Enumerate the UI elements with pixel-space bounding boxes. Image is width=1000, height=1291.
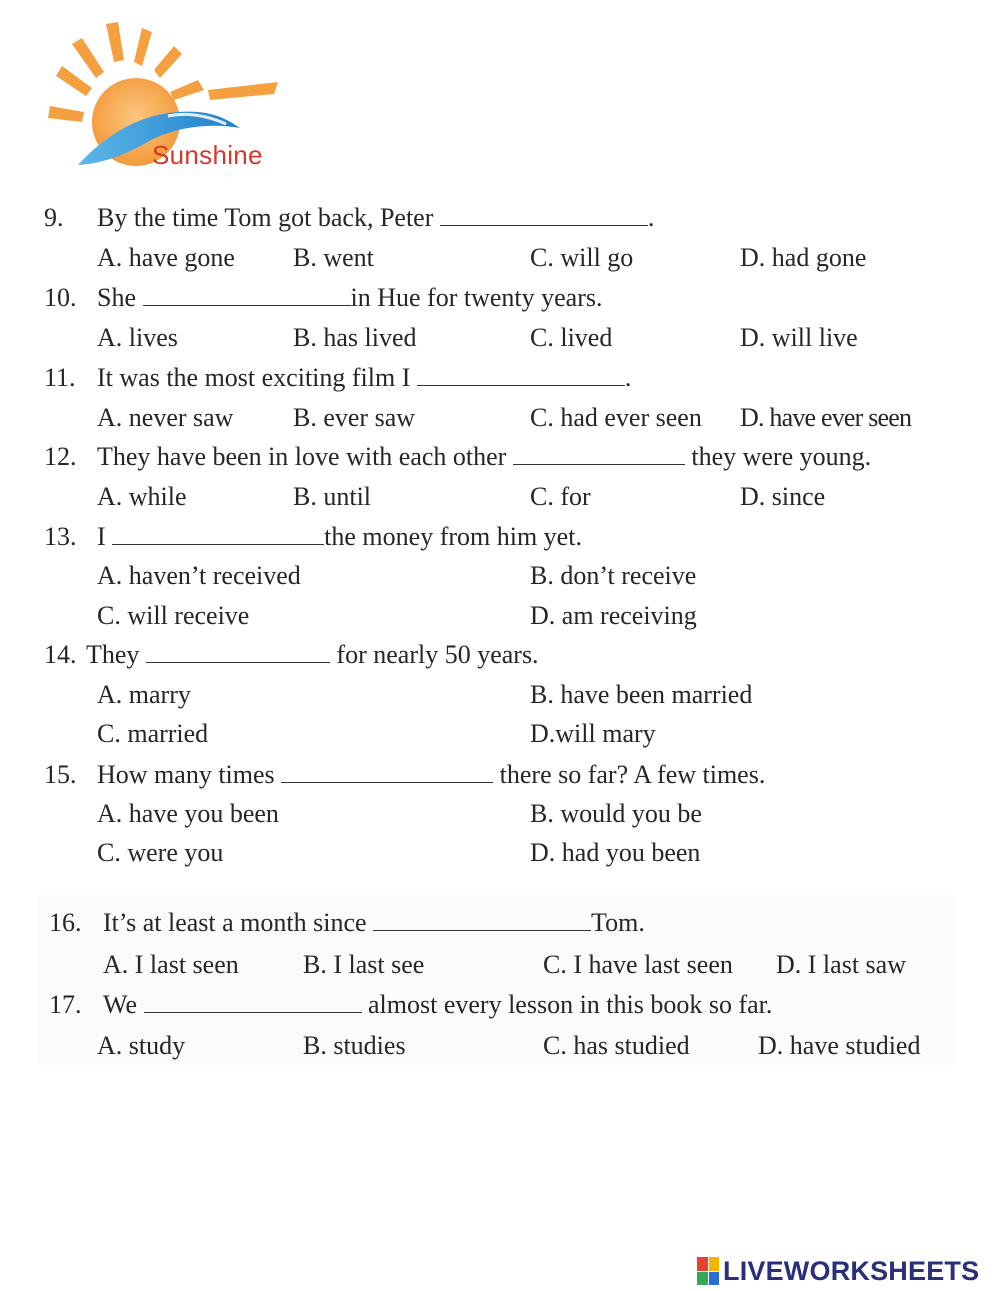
answer-blank[interactable]: [513, 444, 685, 465]
option-a[interactable]: A. marry: [97, 680, 191, 709]
question-number: 12.: [44, 442, 77, 471]
question-stem: How many times there so far? A few times.: [97, 760, 766, 789]
option-c[interactable]: C. lived: [530, 323, 613, 352]
question-number: 10.: [44, 283, 77, 312]
option-b[interactable]: B. have been married: [530, 680, 753, 709]
logo-text: Sunshine: [152, 140, 263, 170]
option-c[interactable]: C. for: [530, 482, 591, 511]
answer-blank[interactable]: [417, 365, 625, 386]
question-stem: I the money from him yet.: [97, 522, 582, 551]
option-d[interactable]: D. had gone: [740, 243, 867, 272]
question-number: 9.: [44, 203, 64, 232]
option-c[interactable]: C. I have last seen: [543, 950, 733, 979]
question-stem: They for nearly 50 years.: [86, 640, 539, 669]
question-stem: They have been in love with each other they were young.: [97, 442, 872, 471]
question-number: 15.: [44, 760, 77, 789]
liveworksheets-icon: [697, 1257, 719, 1285]
option-b[interactable]: B. studies: [303, 1031, 406, 1060]
question-number: 13.: [44, 522, 77, 551]
question-stem: We almost every lesson in this book so far.: [103, 990, 773, 1019]
answer-blank[interactable]: [373, 910, 591, 931]
option-b[interactable]: B. don’t receive: [530, 561, 697, 590]
option-c[interactable]: C. will go: [530, 243, 634, 272]
option-d[interactable]: D. had you been: [530, 838, 701, 867]
option-a[interactable]: A. I last seen: [103, 950, 239, 979]
question-stem: It’s at least a month since Tom.: [103, 908, 645, 937]
option-a[interactable]: A. study: [97, 1031, 186, 1060]
option-a[interactable]: A. have gone: [97, 243, 235, 272]
option-a[interactable]: A. never saw: [97, 403, 234, 432]
liveworksheets-brand: [697, 1254, 979, 1288]
option-d[interactable]: D. will live: [740, 323, 858, 352]
option-d[interactable]: D. have studied: [758, 1031, 921, 1060]
option-a[interactable]: A. while: [97, 482, 187, 511]
option-d[interactable]: D. am receiving: [530, 601, 697, 630]
option-a[interactable]: A. lives: [97, 323, 178, 352]
question-number: 11.: [44, 363, 76, 392]
question-number: 16.: [49, 908, 82, 937]
option-d[interactable]: D.will mary: [530, 719, 656, 748]
answer-blank[interactable]: [146, 642, 330, 663]
liveworksheets-text: LIVEWORKSHEETS: [723, 1255, 980, 1286]
answer-blank[interactable]: [144, 992, 362, 1013]
question-stem: By the time Tom got back, Peter .: [97, 203, 655, 232]
answer-blank[interactable]: [143, 285, 351, 306]
option-d[interactable]: D. since: [740, 482, 826, 511]
option-c[interactable]: C. had ever seen: [530, 403, 702, 432]
option-c[interactable]: C. were you: [97, 838, 224, 867]
option-c[interactable]: C. married: [97, 719, 209, 748]
option-b[interactable]: B. has lived: [293, 323, 417, 352]
option-c[interactable]: C. has studied: [543, 1031, 690, 1060]
answer-blank[interactable]: [112, 524, 324, 545]
option-b[interactable]: B. I last see: [303, 950, 425, 979]
option-c[interactable]: C. will receive: [97, 601, 250, 630]
option-b[interactable]: B. went: [293, 243, 374, 272]
answer-blank[interactable]: [440, 205, 648, 226]
option-a[interactable]: A. haven’t received: [97, 561, 301, 590]
question-number: 14.: [44, 640, 77, 669]
question-number: 17.: [49, 990, 82, 1019]
option-d[interactable]: D. I last saw: [776, 950, 906, 979]
question-stem: It was the most exciting film I .: [97, 363, 632, 392]
option-b[interactable]: B. would you be: [530, 799, 702, 828]
question-stem: She in Hue for twenty years.: [97, 283, 603, 312]
option-d[interactable]: D. have ever seen: [740, 403, 912, 432]
option-b[interactable]: B. ever saw: [293, 403, 416, 432]
answer-blank[interactable]: [281, 762, 493, 783]
option-b[interactable]: B. until: [293, 482, 372, 511]
option-a[interactable]: A. have you been: [97, 799, 279, 828]
